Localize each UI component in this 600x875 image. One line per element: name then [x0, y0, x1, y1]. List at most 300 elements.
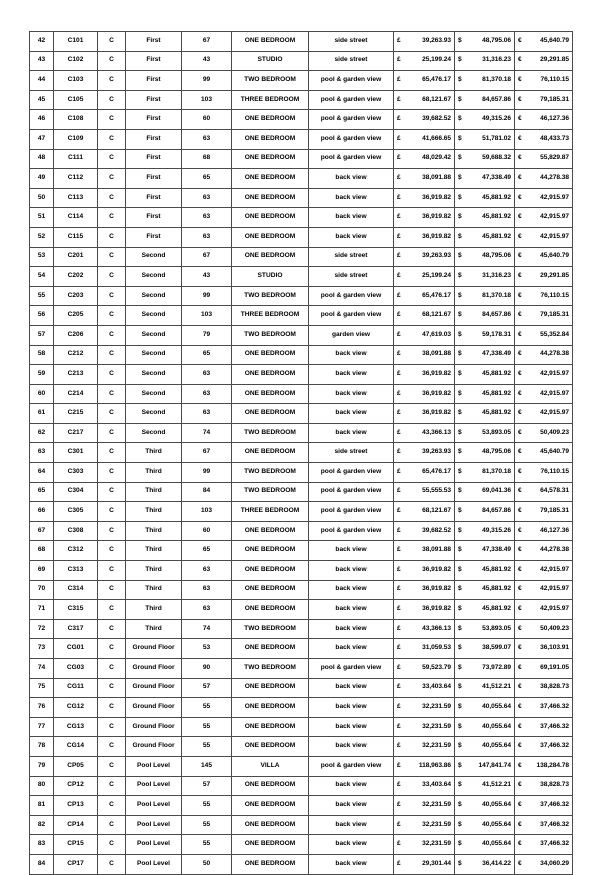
- price-gbp: [394, 110, 455, 130]
- block-code-text: C: [109, 173, 114, 181]
- price-eur-cell: [515, 463, 572, 482]
- unit-code: [54, 208, 98, 228]
- price-usd-amount: 47,338.49: [482, 546, 511, 554]
- price-usd-amount: 69,041.36: [482, 487, 511, 495]
- price-usd-amount: 45,881.92: [482, 389, 511, 397]
- unit-type-text: ONE BEDROOM: [244, 859, 296, 867]
- floor-label: [126, 325, 182, 345]
- price-usd: [455, 678, 515, 698]
- table-row: [30, 580, 573, 600]
- unit-type-text: ONE BEDROOM: [244, 369, 296, 377]
- row-number: [30, 267, 54, 287]
- price-eur-cell: [515, 287, 572, 306]
- row-number: [30, 404, 54, 424]
- unit-code-text: C317: [67, 624, 84, 632]
- floor-label: [126, 815, 182, 835]
- floor-label-text: First: [146, 95, 161, 103]
- row-number: [30, 384, 54, 404]
- price-usd: [455, 208, 515, 228]
- floor-label-text: Third: [145, 507, 162, 515]
- price-gbp-amount: 36,919.82: [422, 232, 451, 240]
- price-gbp: [394, 384, 455, 404]
- price-usd: [455, 717, 515, 737]
- price-gbp-cell: [394, 130, 454, 149]
- price-gbp-amount: 32,231.59: [422, 722, 451, 730]
- floor-label-text: First: [146, 134, 161, 142]
- unit-type: [232, 345, 309, 365]
- price-eur-cell: [515, 424, 572, 443]
- price-usd-symbol: $: [458, 624, 462, 632]
- price-gbp: [394, 149, 455, 169]
- price-usd-symbol: $: [458, 761, 462, 769]
- block-code: [98, 90, 126, 110]
- view-label: [309, 129, 394, 149]
- block-code-text: C: [109, 722, 114, 730]
- price-usd-symbol: $: [458, 507, 462, 515]
- view-label-text: side street: [334, 271, 368, 279]
- price-eur-cell: [515, 561, 572, 580]
- view-label-text: side street: [334, 36, 368, 44]
- price-eur-amount: 76,110.15: [540, 467, 569, 475]
- table-body: [30, 32, 573, 875]
- price-gbp-symbol: £: [397, 95, 401, 103]
- price-gbp-symbol: £: [397, 546, 401, 554]
- row-number: [30, 110, 54, 130]
- price-usd-cell: [455, 110, 514, 129]
- area-value: [182, 502, 232, 522]
- price-eur: [515, 796, 573, 816]
- area-value-text: 65: [202, 173, 211, 181]
- unit-type-text: TWO BEDROOM: [244, 330, 296, 338]
- price-eur-cell: [515, 169, 572, 188]
- row-number: [30, 129, 54, 149]
- table-row: [30, 149, 573, 169]
- price-gbp: [394, 129, 455, 149]
- floor-label: [126, 247, 182, 267]
- price-usd-cell: [455, 600, 514, 619]
- price-usd-amount: 36,414.22: [482, 859, 511, 867]
- floor-label: [126, 463, 182, 483]
- price-gbp-symbol: £: [397, 644, 401, 652]
- unit-type: [232, 384, 309, 404]
- price-gbp-amount: 32,231.59: [422, 800, 451, 808]
- floor-label: [126, 561, 182, 581]
- unit-type: [232, 698, 309, 718]
- price-gbp-cell: [394, 228, 454, 247]
- price-gbp-cell: [394, 522, 454, 541]
- area-value: [182, 561, 232, 581]
- floor-label-text: Second: [141, 428, 166, 436]
- price-usd-amount: 40,055.64: [482, 840, 511, 848]
- price-gbp: [394, 835, 455, 855]
- price-usd-cell: [455, 169, 514, 188]
- price-gbp: [394, 717, 455, 737]
- price-eur-amount: 42,915.97: [540, 409, 569, 417]
- area-value-text: 84: [202, 487, 211, 495]
- table-row: [30, 110, 573, 130]
- price-eur-amount: 37,466.32: [540, 703, 569, 711]
- price-usd-amount: 147,841.74: [478, 761, 511, 769]
- price-eur-symbol: €: [518, 369, 522, 377]
- price-usd-amount: 48,795.06: [482, 448, 511, 456]
- price-usd-amount: 84,657.86: [482, 311, 511, 319]
- floor-label: [126, 541, 182, 561]
- price-usd: [455, 325, 515, 345]
- price-usd: [455, 365, 515, 385]
- view-label: [309, 815, 394, 835]
- price-gbp-symbol: £: [397, 350, 401, 358]
- price-eur-amount: 44,278.38: [540, 173, 569, 181]
- price-gbp-amount: 65,476.17: [422, 467, 451, 475]
- view-label-text: pool & garden view: [320, 663, 382, 671]
- unit-code-text: C206: [67, 330, 84, 338]
- price-gbp-cell: [394, 620, 454, 639]
- price-eur-symbol: €: [518, 154, 522, 162]
- price-gbp-amount: 68,121.67: [422, 507, 451, 515]
- price-eur-amount: 37,466.32: [540, 800, 569, 808]
- block-code: [98, 51, 126, 71]
- block-code-text: C: [109, 820, 114, 828]
- price-usd-amount: 40,055.64: [482, 722, 511, 730]
- price-usd-amount: 45,881.92: [482, 232, 511, 240]
- price-usd: [455, 463, 515, 483]
- price-gbp-symbol: £: [397, 232, 401, 240]
- table-row: [30, 423, 573, 443]
- price-gbp-symbol: £: [397, 56, 401, 64]
- price-usd: [455, 796, 515, 816]
- view-label: [309, 717, 394, 737]
- area-value: [182, 169, 232, 189]
- unit-type-text: ONE BEDROOM: [244, 448, 296, 456]
- row-number: [30, 737, 54, 757]
- floor-label-text: Third: [145, 624, 162, 632]
- price-usd-symbol: $: [458, 134, 462, 142]
- price-usd-amount: 84,657.86: [482, 507, 511, 515]
- price-gbp-cell: [394, 91, 454, 110]
- floor-label-text: Second: [141, 291, 166, 299]
- price-eur-amount: 42,915.97: [540, 369, 569, 377]
- floor-label-text: Pool Level: [137, 800, 170, 808]
- block-code-text: C: [109, 644, 114, 652]
- price-usd-symbol: $: [458, 389, 462, 397]
- price-usd-amount: 40,055.64: [482, 703, 511, 711]
- unit-code-text: C113: [67, 193, 84, 201]
- price-gbp-amount: 43,366.13: [422, 624, 451, 632]
- unit-code-text: C303: [67, 467, 84, 475]
- view-label: [309, 51, 394, 71]
- unit-code: [54, 776, 98, 796]
- price-usd-cell: [455, 639, 514, 658]
- price-eur-symbol: €: [518, 565, 522, 573]
- price-eur: [515, 423, 573, 443]
- row-number-text: 43: [37, 56, 46, 64]
- price-gbp-cell: [394, 404, 454, 423]
- price-gbp-cell: [394, 600, 454, 619]
- price-eur-symbol: €: [518, 115, 522, 123]
- price-usd-cell: [455, 228, 514, 247]
- area-value-text: 43: [202, 271, 211, 279]
- price-usd-symbol: $: [458, 663, 462, 671]
- price-eur-cell: [515, 228, 572, 247]
- row-number-text: 83: [37, 840, 46, 848]
- view-label-text: pool & garden view: [320, 526, 382, 534]
- unit-type: [232, 561, 309, 581]
- unit-code-text: C201: [67, 252, 84, 260]
- price-usd-amount: 59,178.31: [482, 330, 511, 338]
- price-eur: [515, 129, 573, 149]
- price-eur-symbol: €: [518, 585, 522, 593]
- price-eur-cell: [515, 110, 572, 129]
- floor-label-text: Pool Level: [137, 761, 170, 769]
- price-eur-cell: [515, 365, 572, 384]
- area-value: [182, 384, 232, 404]
- price-usd-amount: 53,893.05: [482, 428, 511, 436]
- price-usd-amount: 40,055.64: [482, 742, 511, 750]
- view-label: [309, 659, 394, 679]
- unit-type-text: ONE BEDROOM: [244, 115, 296, 123]
- price-gbp-amount: 25,199.24: [422, 271, 451, 279]
- floor-label-text: Ground Floor: [132, 703, 175, 711]
- unit-type: [232, 443, 309, 463]
- unit-code: [54, 384, 98, 404]
- price-usd-cell: [455, 541, 514, 560]
- price-eur-symbol: €: [518, 467, 522, 475]
- unit-code: [54, 463, 98, 483]
- area-value-text: 63: [202, 232, 211, 240]
- block-code-text: C: [109, 389, 114, 397]
- row-number-text: 84: [37, 859, 46, 867]
- price-usd: [455, 639, 515, 659]
- price-eur-symbol: €: [518, 389, 522, 397]
- floor-label: [126, 110, 182, 130]
- price-usd-cell: [455, 189, 514, 208]
- table-row: [30, 227, 573, 247]
- block-code: [98, 443, 126, 463]
- price-eur-symbol: €: [518, 56, 522, 64]
- view-label-text: pool & garden view: [320, 134, 382, 142]
- area-value-text: 67: [202, 252, 211, 260]
- area-value-text: 63: [202, 134, 211, 142]
- price-usd-cell: [455, 816, 514, 835]
- row-number: [30, 463, 54, 483]
- price-usd-amount: 45,881.92: [482, 565, 511, 573]
- price-eur: [515, 678, 573, 698]
- price-gbp-amount: 32,231.59: [422, 703, 451, 711]
- price-gbp: [394, 365, 455, 385]
- price-eur-cell: [515, 71, 572, 90]
- price-usd-amount: 81,370.18: [482, 291, 511, 299]
- area-value-text: 63: [202, 213, 211, 221]
- price-eur-amount: 37,466.32: [540, 722, 569, 730]
- block-code: [98, 796, 126, 816]
- price-usd-cell: [455, 777, 514, 796]
- view-label: [309, 521, 394, 541]
- price-usd-cell: [455, 248, 514, 267]
- price-gbp-cell: [394, 267, 454, 286]
- view-label: [309, 247, 394, 267]
- unit-type-text: ONE BEDROOM: [244, 722, 296, 730]
- price-eur-symbol: €: [518, 546, 522, 554]
- table-row: [30, 561, 573, 581]
- price-eur: [515, 659, 573, 679]
- area-value: [182, 698, 232, 718]
- area-value: [182, 639, 232, 659]
- unit-type: [232, 365, 309, 385]
- area-value-text: 79: [202, 330, 211, 338]
- price-gbp-symbol: £: [397, 389, 401, 397]
- area-value-text: 99: [202, 467, 211, 475]
- floor-label-text: Third: [145, 448, 162, 456]
- block-code-text: C: [109, 800, 114, 808]
- unit-type: [232, 267, 309, 287]
- price-usd-cell: [455, 385, 514, 404]
- view-label-text: pool & garden view: [320, 291, 382, 299]
- price-eur: [515, 443, 573, 463]
- unit-type-text: ONE BEDROOM: [244, 526, 296, 534]
- area-value: [182, 247, 232, 267]
- view-label: [309, 835, 394, 855]
- price-gbp-amount: 39,682.52: [422, 115, 451, 123]
- price-usd: [455, 286, 515, 306]
- block-code-text: C: [109, 350, 114, 358]
- view-label-text: back view: [335, 232, 367, 240]
- price-eur-symbol: €: [518, 742, 522, 750]
- price-gbp-cell: [394, 326, 454, 345]
- price-eur-cell: [515, 522, 572, 541]
- block-code-text: C: [109, 311, 114, 319]
- view-label: [309, 90, 394, 110]
- unit-type: [232, 541, 309, 561]
- floor-label: [126, 756, 182, 776]
- view-label: [309, 169, 394, 189]
- unit-code-text: CP15: [67, 840, 84, 848]
- price-usd: [455, 776, 515, 796]
- floor-label: [126, 227, 182, 247]
- row-number: [30, 541, 54, 561]
- price-eur-symbol: €: [518, 781, 522, 789]
- price-gbp: [394, 541, 455, 561]
- price-usd-amount: 45,881.92: [482, 605, 511, 613]
- price-gbp-amount: 59,523.79: [422, 663, 451, 671]
- block-code: [98, 580, 126, 600]
- unit-code-text: C213: [67, 369, 84, 377]
- unit-type-text: ONE BEDROOM: [244, 800, 296, 808]
- floor-label-text: First: [146, 56, 161, 64]
- price-gbp-symbol: £: [397, 154, 401, 162]
- price-eur-symbol: €: [518, 644, 522, 652]
- unit-type: [232, 796, 309, 816]
- price-gbp-symbol: £: [397, 467, 401, 475]
- view-label: [309, 286, 394, 306]
- view-label-text: back view: [335, 193, 367, 201]
- price-usd: [455, 580, 515, 600]
- price-gbp: [394, 482, 455, 502]
- price-usd: [455, 815, 515, 835]
- price-gbp-symbol: £: [397, 271, 401, 279]
- block-code-text: C: [109, 585, 114, 593]
- price-eur: [515, 600, 573, 620]
- price-eur-amount: 46,127.36: [540, 115, 569, 123]
- floor-label: [126, 619, 182, 639]
- price-gbp-amount: 47,619.03: [422, 330, 451, 338]
- price-usd-amount: 47,338.49: [482, 350, 511, 358]
- block-code-text: C: [109, 95, 114, 103]
- table-row: [30, 521, 573, 541]
- table-row: [30, 90, 573, 110]
- price-usd: [455, 306, 515, 326]
- unit-type-text: TWO BEDROOM: [244, 487, 296, 495]
- price-usd-amount: 59,688.32: [482, 154, 511, 162]
- price-usd: [455, 51, 515, 71]
- view-label-text: back view: [335, 781, 367, 789]
- price-eur: [515, 756, 573, 776]
- price-eur-amount: 79,185.31: [540, 95, 569, 103]
- view-label-text: back view: [335, 389, 367, 397]
- price-eur: [515, 286, 573, 306]
- price-eur-cell: [515, 130, 572, 149]
- price-usd-symbol: $: [458, 840, 462, 848]
- block-code-text: C: [109, 134, 114, 142]
- price-usd-symbol: $: [458, 585, 462, 593]
- unit-type-text: TWO BEDROOM: [244, 428, 296, 436]
- price-eur-cell: [515, 346, 572, 365]
- price-eur-amount: 37,466.32: [540, 742, 569, 750]
- floor-label: [126, 267, 182, 287]
- unit-type-text: ONE BEDROOM: [244, 173, 296, 181]
- unit-type-text: TWO BEDROOM: [244, 291, 296, 299]
- price-gbp-amount: 43,366.13: [422, 428, 451, 436]
- unit-type-text: TWO BEDROOM: [244, 76, 296, 84]
- row-number: [30, 482, 54, 502]
- price-gbp-cell: [394, 483, 454, 502]
- price-gbp-symbol: £: [397, 369, 401, 377]
- view-label-text: back view: [335, 800, 367, 808]
- floor-label: [126, 776, 182, 796]
- price-eur: [515, 502, 573, 522]
- price-eur-symbol: €: [518, 193, 522, 201]
- table-row: [30, 247, 573, 267]
- row-number: [30, 32, 54, 52]
- view-label-text: back view: [335, 644, 367, 652]
- price-usd: [455, 502, 515, 522]
- row-number: [30, 600, 54, 620]
- price-usd: [455, 110, 515, 130]
- price-eur: [515, 110, 573, 130]
- floor-label: [126, 149, 182, 169]
- price-gbp: [394, 619, 455, 639]
- unit-type: [232, 580, 309, 600]
- block-code: [98, 149, 126, 169]
- price-eur-amount: 69,191.05: [540, 663, 569, 671]
- unit-type: [232, 776, 309, 796]
- price-usd-symbol: $: [458, 800, 462, 808]
- unit-code-text: C202: [67, 271, 84, 279]
- view-label: [309, 404, 394, 424]
- price-usd: [455, 247, 515, 267]
- floor-label: [126, 502, 182, 522]
- price-eur-amount: 29,291.85: [540, 56, 569, 64]
- price-eur-cell: [515, 483, 572, 502]
- view-label-text: back view: [335, 213, 367, 221]
- price-usd-symbol: $: [458, 213, 462, 221]
- price-gbp-amount: 38,091.88: [422, 546, 451, 554]
- price-eur: [515, 619, 573, 639]
- table-row: [30, 854, 573, 874]
- price-usd-symbol: $: [458, 546, 462, 554]
- price-usd-cell: [455, 659, 514, 678]
- view-label-text: pool & garden view: [320, 154, 382, 162]
- price-gbp-cell: [394, 757, 454, 776]
